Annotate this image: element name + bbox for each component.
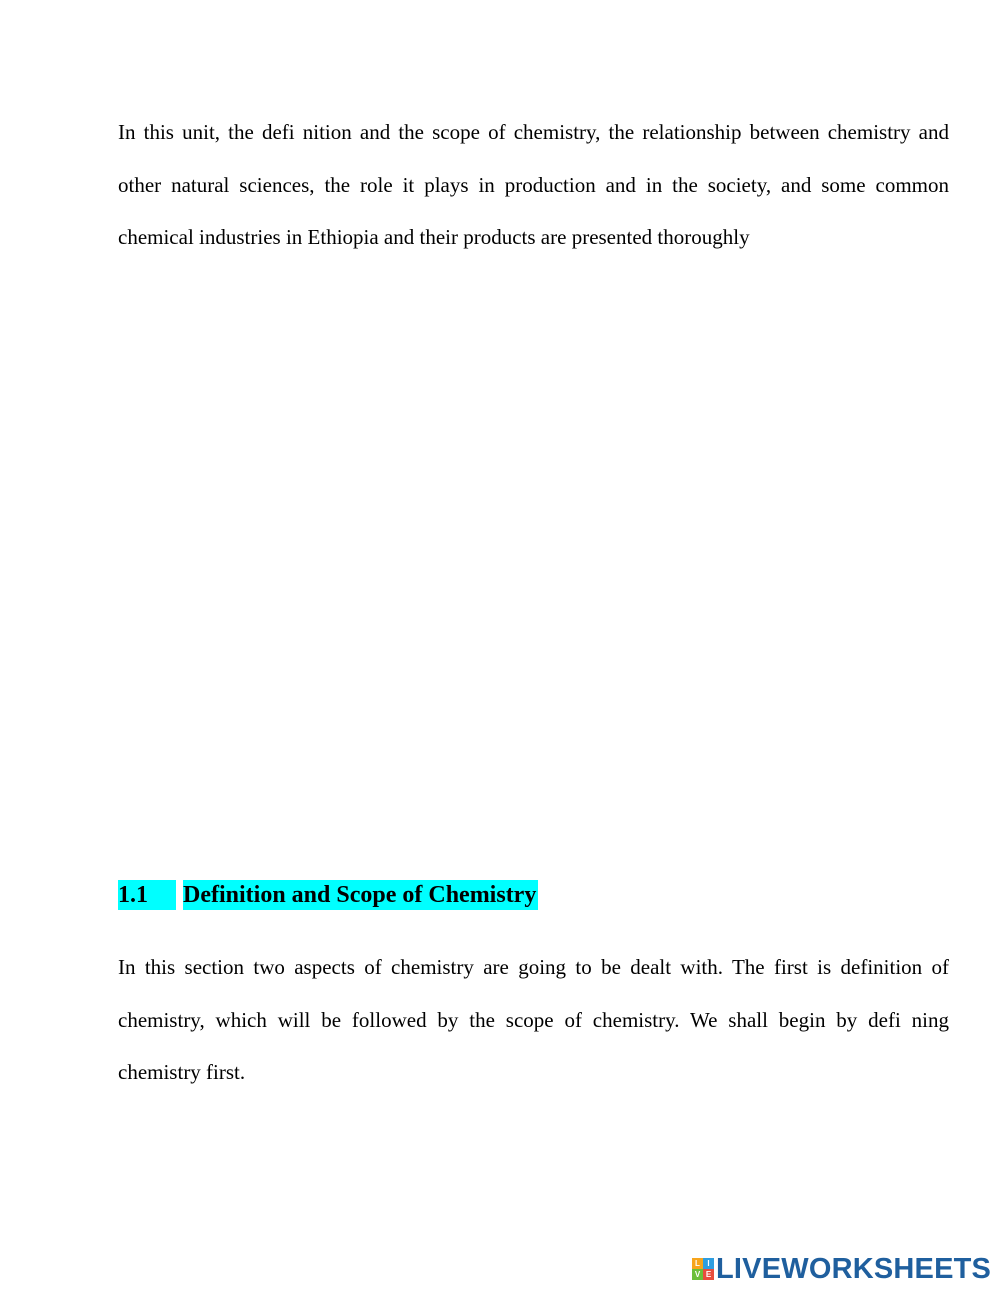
- logo-mark-letter: E: [703, 1269, 714, 1280]
- logo-mark-letter: V: [692, 1269, 703, 1280]
- logo-text: LIVEWORKSHEETS: [716, 1253, 992, 1285]
- logo-mark-icon: [692, 1258, 714, 1280]
- liveworksheets-logo[interactable]: [692, 1252, 991, 1286]
- section-number: 1.1: [118, 880, 176, 910]
- section-heading: [118, 880, 538, 910]
- section-title: Definition and Scope of Chemistry: [183, 882, 537, 908]
- section-paragraph: In this section two aspects of chemistry are going to be dealt with. The first is definition of chemistry, which will be followed by the scope of chemistry. We shall begin by defi ning chemistry first.: [118, 955, 949, 1084]
- logo-mark-letter: L: [692, 1258, 703, 1269]
- logo-mark-letter: I: [703, 1258, 714, 1269]
- intro-paragraph: In this unit, the defi nition and the scope of chemistry, the relationship between chemistry and other natural sciences, the role it plays in production and in the society, and some common chemical industries in Ethiopia and their products are presented thoroughly: [118, 120, 949, 249]
